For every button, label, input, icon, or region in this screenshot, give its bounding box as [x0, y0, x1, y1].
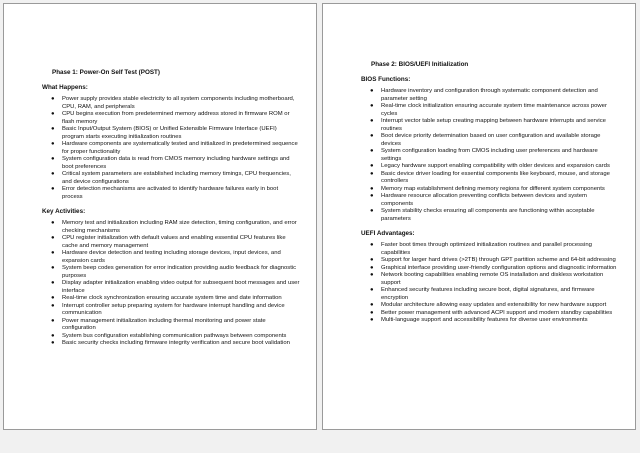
- page-content: [42, 68, 300, 354]
- bullet-icon: ●: [370, 133, 374, 139]
- list-item-text: Real-time clock initialization ensuring accurate system time maintenance across power cycles: [381, 103, 607, 117]
- list-item-text: System stability checks ensuring all components are functioning within acceptable parameters: [381, 208, 595, 222]
- list-item-text: System bus configuration establishing communication pathways between components: [62, 332, 287, 339]
- list-item: [42, 171, 300, 186]
- bullet-icon: ●: [51, 96, 55, 102]
- list-item: [361, 310, 619, 318]
- bullet-icon: ●: [51, 265, 55, 271]
- list-item: [42, 250, 300, 265]
- bullet-icon: ●: [51, 295, 55, 301]
- list-item-text: Multi-language support and accessibility features for diverse user environments: [381, 317, 588, 323]
- list-item-text: Interrupt controller setup preparing system for hardware interrupt handling and device communication: [62, 302, 285, 316]
- document-page-right: [322, 3, 636, 430]
- list-item-text: System configuration data is read from CMOS memory including hardware settings and boot preferences: [62, 156, 290, 170]
- bullet-icon: ●: [51, 126, 55, 132]
- list-item: [42, 126, 300, 141]
- bullet-icon: ●: [51, 235, 55, 241]
- list-item: [361, 133, 619, 148]
- list-item: [361, 242, 619, 257]
- bullet-icon: ●: [370, 242, 374, 248]
- list-item: [361, 302, 619, 310]
- list-item-text: Memory map establishment defining memory regions for different system components: [381, 185, 605, 192]
- list-item: [42, 141, 300, 156]
- bullet-icon: ●: [370, 208, 374, 214]
- list-item: [361, 193, 619, 208]
- bullet-icon: ●: [51, 111, 55, 117]
- section-heading-what-happens: What Happens:: [42, 84, 88, 91]
- list-item: [361, 103, 619, 118]
- list-item-text: Basic Input/Output System (BIOS) or Unified Extensible Firmware Interface (UEFI) program starts executing initialization routines: [62, 126, 277, 140]
- list-item-text: Network booting capabilities enabling remote OS installation and diskless workstation support: [381, 272, 604, 286]
- list-item: [42, 295, 300, 303]
- bullet-icon: ●: [370, 302, 374, 308]
- list-item-text: Power management initialization including thermal monitoring and power state configuration: [62, 317, 266, 331]
- section-heading-uefi-advantages: UEFI Advantages:: [361, 230, 415, 237]
- list-item-text: Display adapter initialization enabling video output for subsequent boot messages and user interface: [62, 280, 300, 294]
- bullet-icon: ●: [51, 171, 55, 177]
- bullet-icon: ●: [370, 257, 374, 263]
- list-item: [361, 317, 619, 325]
- bullet-icon: ●: [370, 193, 374, 199]
- list-item: [42, 220, 300, 235]
- bullet-icon: ●: [51, 317, 55, 324]
- list-item: [361, 88, 619, 103]
- bullet-list-key-activities: [42, 220, 300, 348]
- phase-title: Phase 2: BIOS/UEFI Initialization: [371, 61, 469, 68]
- list-item: [42, 340, 300, 348]
- list-item-text: Interrupt vector table setup creating mapping between hardware interrupts and service routines: [381, 118, 606, 132]
- bullet-icon: ●: [370, 309, 374, 316]
- list-item: [361, 171, 619, 186]
- list-item: [42, 333, 300, 341]
- section-heading-bios-functions: BIOS Functions:: [361, 76, 411, 83]
- list-item-text: Modular architecture allowing easy updates and extensibility for new hardware support: [381, 302, 607, 308]
- list-item: [42, 235, 300, 250]
- list-item-text: System configuration loading from CMOS including user preferences and hardware settings: [381, 148, 598, 162]
- list-item: [361, 118, 619, 133]
- bullet-icon: ●: [370, 287, 374, 293]
- list-item: [361, 163, 619, 171]
- list-item-text: Legacy hardware support enabling compatibility with older devices and expansion cards: [381, 163, 610, 169]
- list-item-text: Better power management with advanced ACPI support and modern standby capabilities: [381, 309, 613, 316]
- list-item-text: Graphical interface providing user-friendly configuration options and diagnostic information: [381, 264, 617, 271]
- list-item: [361, 186, 619, 194]
- bullet-list-what-happens: [42, 96, 300, 201]
- bullet-icon: ●: [51, 250, 55, 256]
- list-item-text: Faster boot times through optimized initialization routines and parallel processing capabilities: [381, 242, 592, 256]
- bullet-icon: ●: [51, 186, 55, 192]
- list-item-text: Error detection mechanisms are activated to identify hardware failures early in boot process: [62, 186, 279, 200]
- bullet-list-uefi-advantages: [361, 242, 619, 325]
- list-item: [361, 208, 619, 223]
- list-item: [42, 318, 300, 333]
- bullet-icon: ●: [51, 141, 55, 147]
- list-item: [361, 265, 619, 273]
- list-item: [42, 303, 300, 318]
- list-item-text: Hardware device detection and testing including storage devices, input devices, and expansion cards: [62, 250, 281, 264]
- list-item-text: Basic security checks including firmware integrity verification and secure boot validation: [62, 340, 290, 346]
- bullet-icon: ●: [51, 302, 55, 309]
- list-item-text: Real-time clock synchronization ensuring accurate system time and date information: [62, 295, 282, 301]
- list-item-text: System beep codes generation for error indication providing audio feedback for diagnostic purposes: [62, 265, 297, 279]
- list-item-text: Support for larger hard drives (>2TB) through GPT partition scheme and 64-bit addressing: [381, 257, 616, 263]
- list-item-text: Hardware components are systematically tested and initialized in predetermined sequence for proper functionality: [62, 141, 298, 155]
- bullet-icon: ●: [370, 148, 374, 154]
- list-item: [42, 156, 300, 171]
- list-item-text: Boot device priority determination based on user configuration and available storage devices: [381, 133, 601, 147]
- list-item: [42, 186, 300, 201]
- bullet-icon: ●: [370, 272, 374, 278]
- list-item: [42, 111, 300, 126]
- bullet-list-bios-functions: [361, 88, 619, 223]
- bullet-icon: ●: [370, 170, 374, 177]
- bullet-icon: ●: [370, 103, 374, 109]
- page-content: [361, 60, 619, 331]
- list-item-text: Hardware inventory and configuration through systematic component detection and parameter setting: [381, 88, 598, 102]
- document-page-left: [3, 3, 317, 430]
- bullet-icon: ●: [51, 220, 55, 226]
- list-item-text: CPU register initialization with default values and enabling essential CPU features like cache and memory management: [62, 235, 286, 249]
- list-item-text: Critical system parameters are established including memory timings, CPU frequencies, and device configurations: [62, 171, 291, 185]
- list-item: [361, 257, 619, 265]
- phase-title: Phase 1: Power-On Self Test (POST): [52, 69, 161, 76]
- list-item-text: Basic device driver loading for essential components like keyboard, mouse, and storage controllers: [381, 170, 610, 184]
- section-heading-key-activities: Key Activities:: [42, 208, 86, 215]
- bullet-icon: ●: [51, 156, 55, 162]
- list-item-text: CPU begins execution from predetermined memory address stored in firmware ROM or flash memory: [62, 111, 290, 125]
- bullet-icon: ●: [370, 118, 374, 124]
- list-item-text: Enhanced security features including secure boot, digital signatures, and firmware encryption: [381, 287, 595, 301]
- bullet-icon: ●: [370, 185, 374, 192]
- list-item: [361, 287, 619, 302]
- list-item: [361, 148, 619, 163]
- list-item-text: Memory test and initialization including RAM size detection, timing configuration, and error checking mechanisms: [62, 220, 297, 234]
- list-item: [361, 272, 619, 287]
- list-item: [42, 280, 300, 295]
- list-item: [42, 96, 300, 111]
- bullet-icon: ●: [370, 317, 374, 323]
- bullet-icon: ●: [370, 264, 374, 271]
- bullet-icon: ●: [370, 88, 374, 94]
- list-item-text: Hardware resource allocation preventing conflicts between devices and system components: [381, 193, 587, 207]
- bullet-icon: ●: [51, 332, 55, 339]
- bullet-icon: ●: [51, 340, 55, 346]
- list-item: [42, 265, 300, 280]
- list-item-text: Power supply provides stable electricity to all system components including motherboard, CPU, RAM, and peripherals: [62, 96, 295, 110]
- bullet-icon: ●: [370, 163, 374, 169]
- bullet-icon: ●: [51, 280, 55, 286]
